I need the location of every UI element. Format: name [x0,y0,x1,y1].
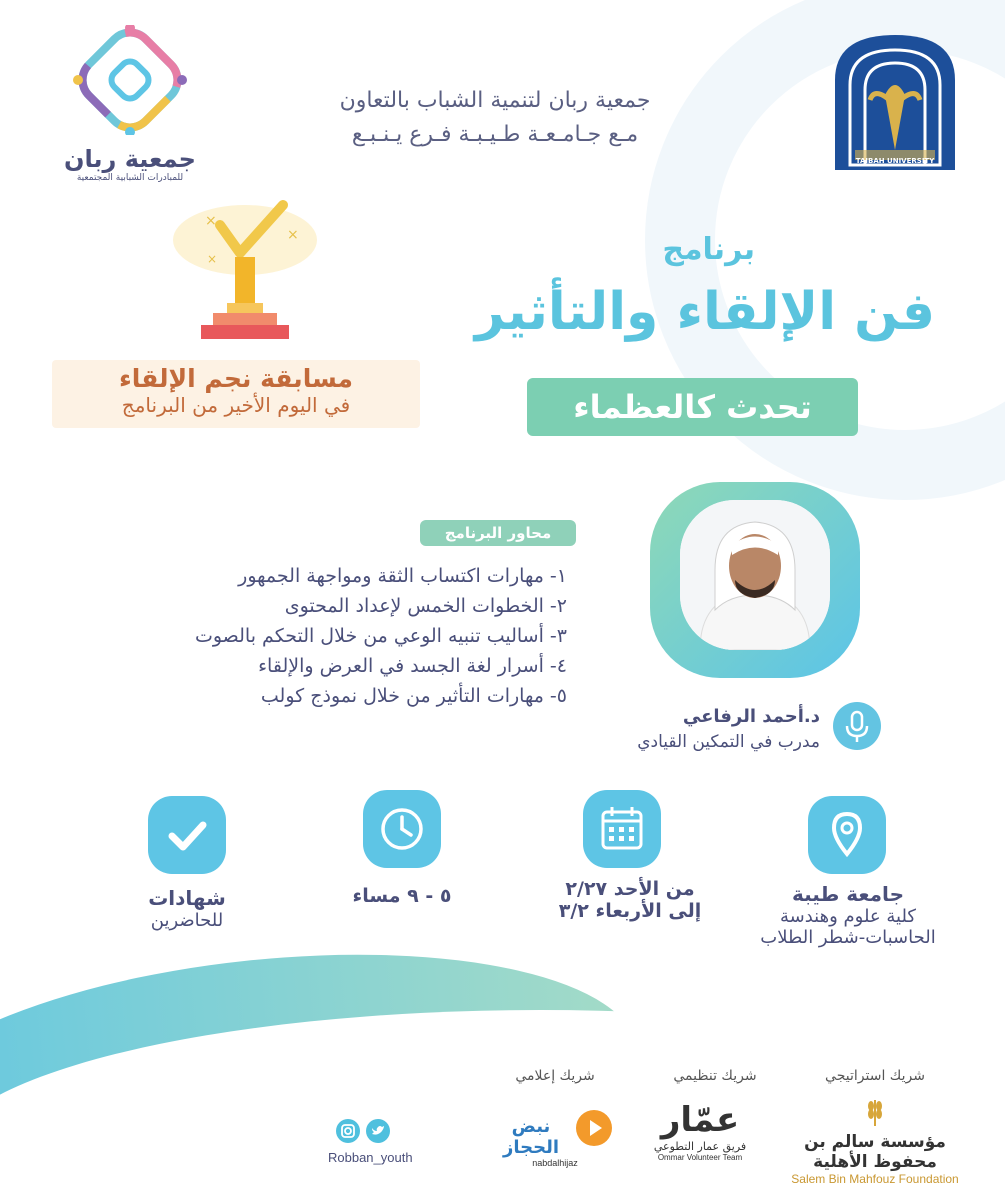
axis-item-4: ٤- أسرار لغة الجسد في العرض والإلقاء [258,655,567,677]
axis-item-2: ٢- الخطوات الخمس لإعداد المحتوى [284,595,567,617]
axis-item-3: ٣- أساليب تنبيه الوعي من خلال التحكم بالصوت [194,625,567,647]
axis-item-5: ٥- مهارات التأثير من خلال نموذج كولب [260,685,567,707]
mahfouz-name-en: Salem Bin Mahfouz Foundation [791,1172,959,1186]
trophy-illustration [165,195,325,345]
taibah-logo-icon [825,25,965,175]
ommar-name: عمّار [660,1100,740,1140]
speaker-photo [680,500,830,650]
taibah-university-logo [825,25,965,175]
certificates-info [77,886,297,931]
ommar-sub-en: Ommar Volunteer Team [657,1153,743,1162]
wheat-icon [863,1098,887,1128]
media-partner-label: شريك إعلامي [515,1068,595,1084]
nabd-handle: nabdalhijaz [532,1158,578,1168]
contest-title: مسابقة نجم الإلقاء [119,364,353,393]
play-icon [576,1110,612,1146]
rubban-logo-subtitle: للمبادرات الشبابية المجتمعية [76,173,184,183]
trophy-icon [165,195,325,345]
ommar-team-logo [645,1100,755,1162]
certificates-subtitle: للحاضرين [150,910,224,931]
nabd-alhijaz-logo [490,1098,620,1168]
location-icon [808,796,886,874]
contest-banner [52,360,420,428]
speaker-name: د.أحمد الرفاعي [682,706,820,727]
taibah-logo-text: TAIBAH UNIVERSITY [855,157,935,165]
strategic-partner-label: شريك استراتيجي [825,1068,925,1084]
header-line-1: جمعية ربان لتنمية الشباب بالتعاون [339,88,651,113]
date-line-1: من الأحد ٢/٢٧ [565,878,695,900]
social-handle[interactable]: Robban_youth [328,1150,413,1165]
calendar-icon [583,790,661,868]
date-info [520,878,740,922]
nabd-name: نبض الحجاز [503,1116,559,1158]
program-slogan: تحدث كالعظماء [527,378,858,436]
location-line-2: الحاسبات-شطر الطلاب [760,927,936,948]
microphone-icon [833,702,881,750]
speaker-role: مدرب في التمكين القيادي [637,732,820,752]
program-label: برنامج [662,232,755,267]
location-line-1: كلية علوم وهندسة [780,906,916,927]
svg-text:×: × [205,213,217,229]
date-line-2: إلى الأربعاء ٣/٢ [558,900,702,922]
location-title: جامعة طيبة [792,882,904,906]
rubban-logo [55,25,205,195]
axis-item-1: ١- مهارات اكتساب الثقة ومواجهة الجمهور [238,565,567,587]
checkmark-icon [148,796,226,874]
location-info [738,882,958,948]
twitter-icon[interactable] [366,1119,390,1143]
svg-text:×: × [207,252,218,266]
contest-subtitle: في اليوم الأخير من البرنامج [121,393,351,417]
rubban-logo-name: جمعية ربان [64,145,196,173]
svg-text:×: × [287,227,299,243]
program-title: فن الإلقاء والتأثير [474,282,935,342]
mahfouz-foundation-logo [770,1098,980,1186]
certificates-title: شهادات [148,886,226,910]
organizer-partner-label: شريك تنظيمي [673,1068,757,1084]
header-line-2: مـع جـامـعـة طـيـبـة فـرع يـنـبـع [351,122,639,147]
time-info: ٥ - ٩ مساء [352,885,452,907]
mahfouz-name-ar: مؤسسة سالم بن محفوظ الأهلية [804,1132,946,1172]
ommar-sub-ar: فريق عمار التطوعي [653,1140,747,1153]
rubban-logo-icon [55,25,205,135]
speaker-avatar-icon [680,500,830,650]
clock-icon [363,790,441,868]
axes-badge: محاور البرنامج [420,520,576,546]
instagram-icon[interactable] [336,1119,360,1143]
